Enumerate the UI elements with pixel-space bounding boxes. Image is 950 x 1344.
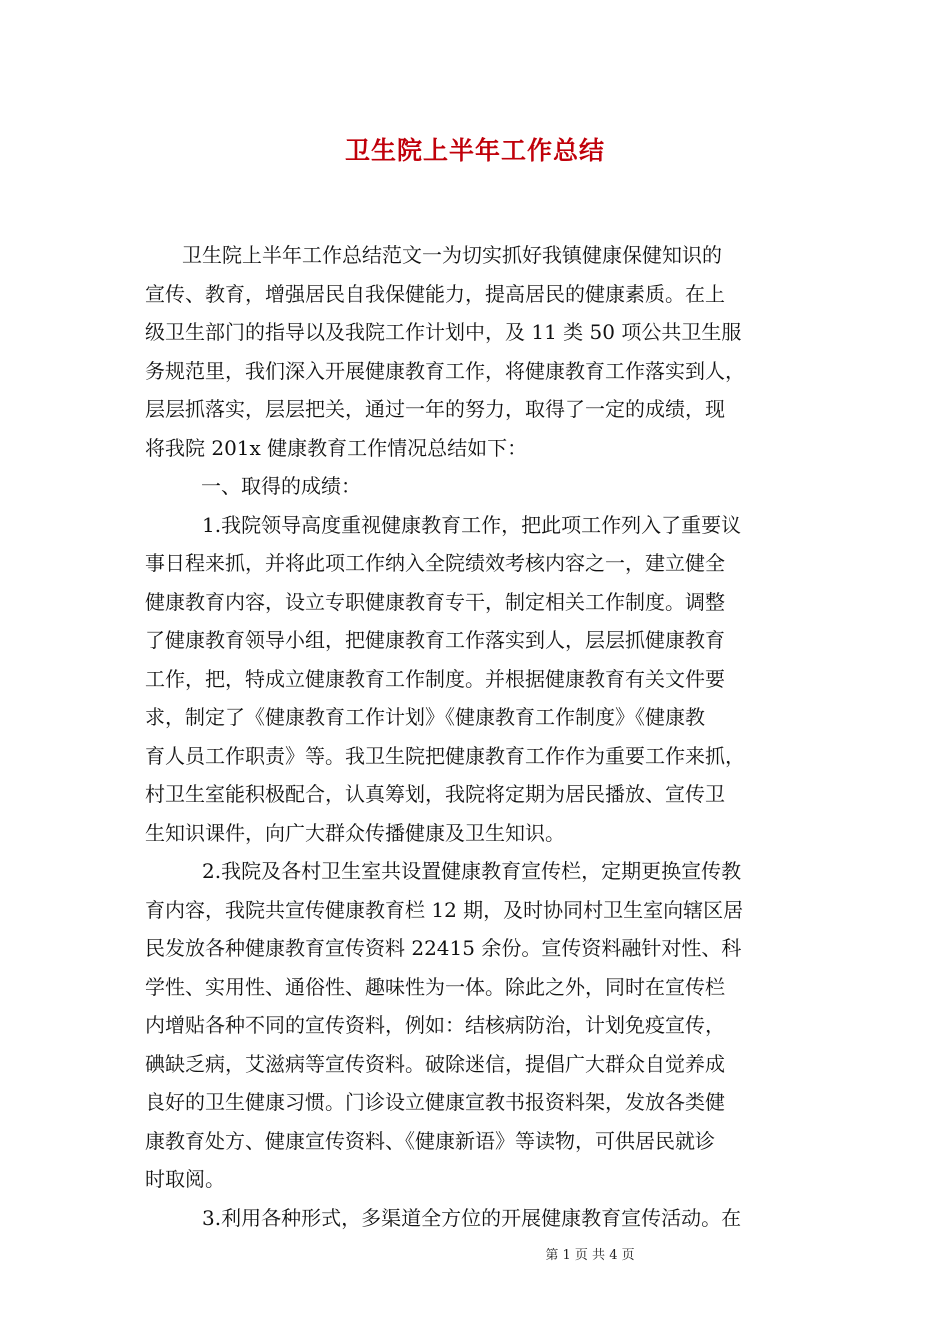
paragraph-line: 内增贴各种不同的宣传资料，例如：结核病防治，计划免疫宣传，	[145, 1013, 725, 1037]
section-heading: 一、取得的成绩：	[201, 474, 361, 498]
paragraph-line: 民发放各种健康教育宣传资料 22415 余份。宣传资料融针对性、科	[145, 936, 742, 960]
paragraph-line: 育内容，我院共宣传健康教育栏 12 期，及时协同村卫生室向辖区居	[145, 897, 744, 922]
paragraph-line: 碘缺乏病，艾滋病等宣传资料。破除迷信，提倡广大群众自觉养成	[145, 1051, 725, 1076]
document-body	[145, 236, 815, 1237]
paragraph-line: 村卫生室能积极配合，认真筹划，我院将定期为居民播放、宣传卫	[145, 782, 725, 806]
page-title: 卫生院上半年工作总结	[344, 136, 605, 165]
paragraph-line: 层层抓落实，层层把关，通过一年的努力，取得了一定的成绩，现	[145, 397, 725, 421]
paragraph-line: 康教育处方、健康宣传资料、《健康新语》等读物，可供居民就诊	[145, 1128, 715, 1153]
paragraph-line: 1.我院领导高度重视健康教育工作，把此项工作列入了重要议	[202, 512, 742, 537]
paragraph-line: 3.利用各种形式，多渠道全方位的开展健康教育宣传活动。在	[202, 1205, 742, 1230]
paragraph-line: 健康教育内容，设立专职健康教育专干，制定相关工作制度。调整	[145, 589, 725, 614]
paragraph-line: 2.我院及各村卫生室共设置健康教育宣传栏，定期更换宣传教	[202, 859, 742, 883]
paragraph-line: 育人员工作职责》等。我卫生院把健康教育工作作为重要工作来抓，	[145, 743, 745, 768]
paragraph-line: 了健康教育领导小组，把健康教育工作落实到人，层层抓健康教育	[145, 628, 725, 652]
paragraph-line: 级卫生部门的指导以及我院工作计划中，及 11 类 50 项公共卫生服	[145, 320, 742, 344]
paragraph-line: 卫生院上半年工作总结范文一为切实抓好我镇健康保健知识的	[182, 243, 722, 267]
paragraph-line: 良好的卫生健康习惯。门诊设立健康宣教书报资料架，发放各类健	[145, 1090, 725, 1114]
page-number-footer: 第 1 页 共 4 页	[545, 1248, 635, 1263]
paragraph-line: 学性、实用性、通俗性、趣味性为一体。除此之外，同时在宣传栏	[145, 974, 725, 999]
paragraph-line: 将我院 201x 健康教育工作情况总结如下：	[145, 435, 528, 460]
paragraph-line: 宣传、教育，增强居民自我保健能力，提高居民的健康素质。在上	[145, 281, 725, 306]
paragraph-line: 事日程来抓，并将此项工作纳入全院绩效考核内容之一，建立健全	[145, 551, 725, 575]
paragraph-line: 时取阅。	[145, 1167, 225, 1191]
paragraph-line: 求，制定了《健康教育工作计划》《健康教育工作制度》《健康教	[145, 705, 705, 729]
paragraph-line: 务规范里，我们深入开展健康教育工作，将健康教育工作落实到人，	[145, 358, 745, 383]
paragraph-line: 生知识课件，向广大群众传播健康及卫生知识。	[145, 820, 565, 845]
paragraph-line: 工作，把，特成立健康教育工作制度。并根据健康教育有关文件要	[145, 666, 725, 691]
